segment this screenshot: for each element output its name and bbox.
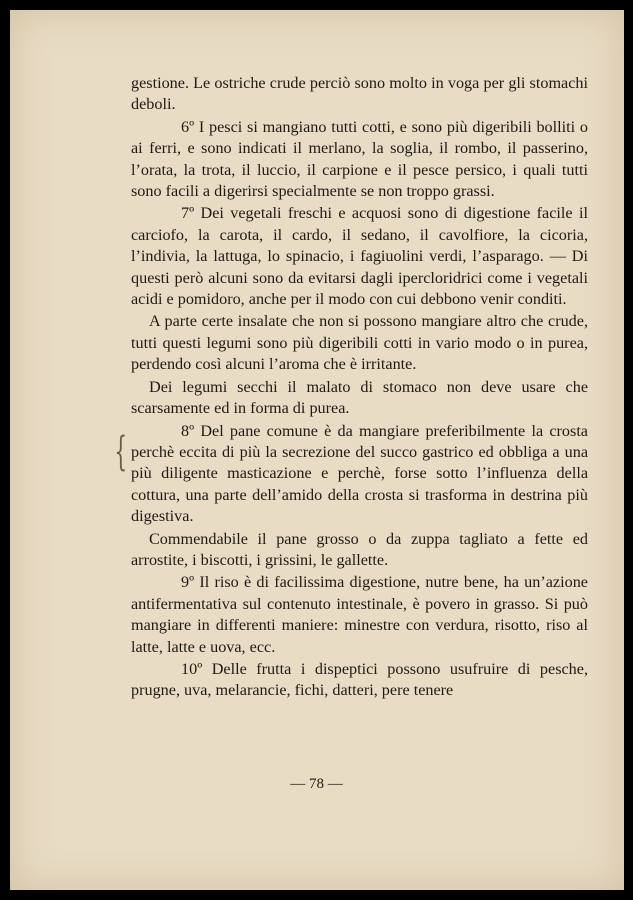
paragraph-continuation: gestione. Le ostriche crude perciò sono molto in voga per gli stomachi deboli. <box>131 74 588 114</box>
paragraph-item-8-bread: 8º Del pane comune è da mangiare preferibilmente la crosta perchè eccita di più la secrezione del succo gastrico ed obbliga a una più diligente masticazione e perchè, forse sotto l’influenza della cottura, una parte dell’amido della crosta si trasforma in destrina più digestiva. <box>131 421 588 526</box>
margin-bracket-mark: { <box>114 429 128 475</box>
paragraph-dry-legumes: Dei legumi secchi il malato di stomaco non deve usare che scarsamente ed in forma di purea. <box>131 377 588 418</box>
paragraph-item-10-fruit: 10º Delle frutta i dispeptici possono usufruire di pesche, prugne, uva, melarancie, fichi, datteri, pere tenere <box>131 659 588 700</box>
page-number: — 78 — <box>290 776 343 792</box>
paragraph-item-9-rice: 9º Il riso è di facilissima digestione, nutre bene, ha un’azione antifermentativa sul contenuto intestinale, è povero in grasso. Si può mangiare in differenti maniere: minestre con verdura, risotto, riso al latte, latte e uova, ecc. <box>131 573 588 656</box>
paragraph-item-7-vegetables: 7º Dei vegetali freschi e acquosi sono di digestione facile il carciofo, la carota, il cardo, il sedano, il cavolfiore, la cicoria, l’indivia, la lattuga, lo spinacio, i fagiuolini verdi, l’asparago. — Di questi però alcuni sono da evitarsi dagli ipercloridrici come i vegetali acidi e pomidoro, anche per il modo con cui debbono venir conditi. <box>131 204 588 309</box>
page-body-text <box>131 73 588 703</box>
paragraph-item-6-fish: 6º I pesci si mangiano tutti cotti, e sono più digeribili bolliti o ai ferri, e sono indicati il merlano, la soglia, il rombo, il passerino, l’orata, la trota, il luccio, il carpione e il pesce persico, i quali tutti sono facili a digerirsi specialmente se non troppo grassi. <box>131 117 588 201</box>
paragraph-salads: A parte certe insalate che non si possono mangiare altro che crude, tutti questi legumi sono più digeribili cotti in vario modo o in purea, perdendo così alcuni l’aroma che è irritante. <box>131 312 588 374</box>
paragraph-bread-recommended: Commendabile il pane grosso o da zuppa tagliato a fette ed arrostite, i biscotti, i grissini, le gallette. <box>131 529 588 569</box>
